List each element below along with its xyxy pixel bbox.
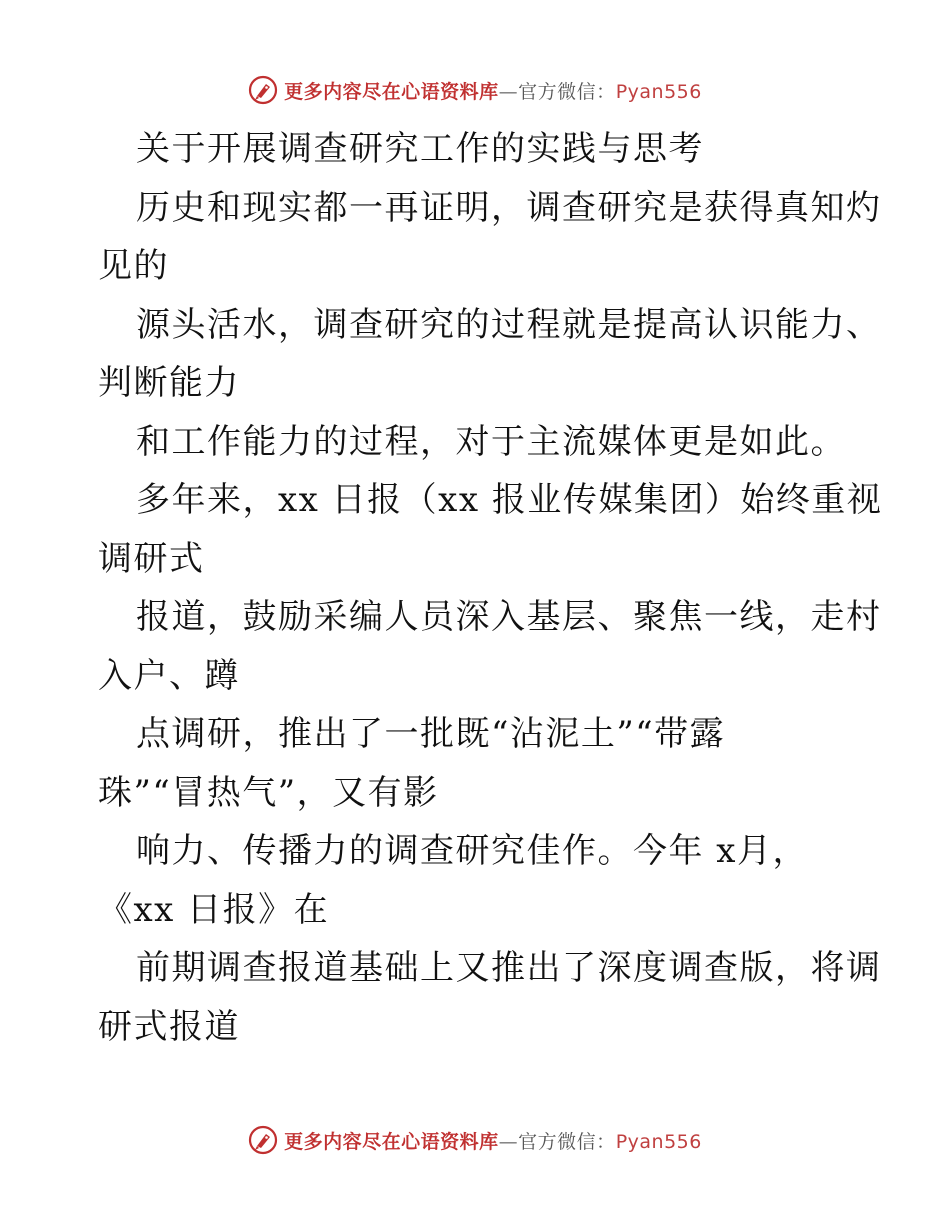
text-line: 历史和现实都一再证明，调查研究是获得真知灼 <box>136 187 882 228</box>
header-watermark <box>0 70 950 110</box>
text-line: 源头活水，调查研究的过程就是提高认识能力、 <box>136 304 882 345</box>
watermark-wechat-id: Pyan556 <box>615 1130 702 1153</box>
watermark-brand: 更多内容尽在心语资料库 <box>284 80 499 103</box>
text-line: 珠”“冒热气”，又有影 <box>98 772 439 813</box>
watermark-brand: 更多内容尽在心语资料库 <box>284 1130 499 1153</box>
watermark-wechat-label: 官方微信： <box>518 1130 616 1153</box>
document-title: 关于开展调查研究工作的实践与思考 <box>136 129 704 169</box>
pen-nib-logo-icon <box>248 75 278 105</box>
text-line: 入户、蹲 <box>98 655 240 696</box>
text-line: 前期调查报道基础上又推出了深度调查版，将调 <box>136 948 882 988</box>
text-line: 判断能力 <box>98 363 240 403</box>
document-body <box>98 120 883 1056</box>
text-line: 报道，鼓励采编人员深入基层、聚焦一线，走村 <box>136 597 882 637</box>
watermark-text <box>284 77 702 104</box>
text-line: 多年来，xx 日报（xx 报业传媒集团）始终重视 <box>136 480 883 520</box>
watermark-text <box>284 1127 702 1154</box>
watermark-separator: — <box>498 80 519 103</box>
text-line: 和工作能力的过程，对于主流媒体更是如此。 <box>136 421 846 462</box>
watermark-wechat-label: 官方微信： <box>518 80 616 103</box>
text-line: 点调研，推出了一批既“沾泥土”“带露 <box>136 714 726 754</box>
text-line: 调研式 <box>98 538 205 579</box>
text-line: 《xx 日报》在 <box>98 889 330 930</box>
watermark-wechat-id: Pyan556 <box>615 80 702 103</box>
text-line: 响力、传播力的调查研究佳作。今年 x月， <box>136 831 808 871</box>
footer-watermark <box>0 1120 950 1160</box>
text-line: 见的 <box>98 246 169 286</box>
text-line: 研式报道 <box>98 1006 240 1047</box>
watermark-separator: — <box>498 1130 519 1153</box>
pen-nib-logo-icon <box>248 1125 278 1155</box>
